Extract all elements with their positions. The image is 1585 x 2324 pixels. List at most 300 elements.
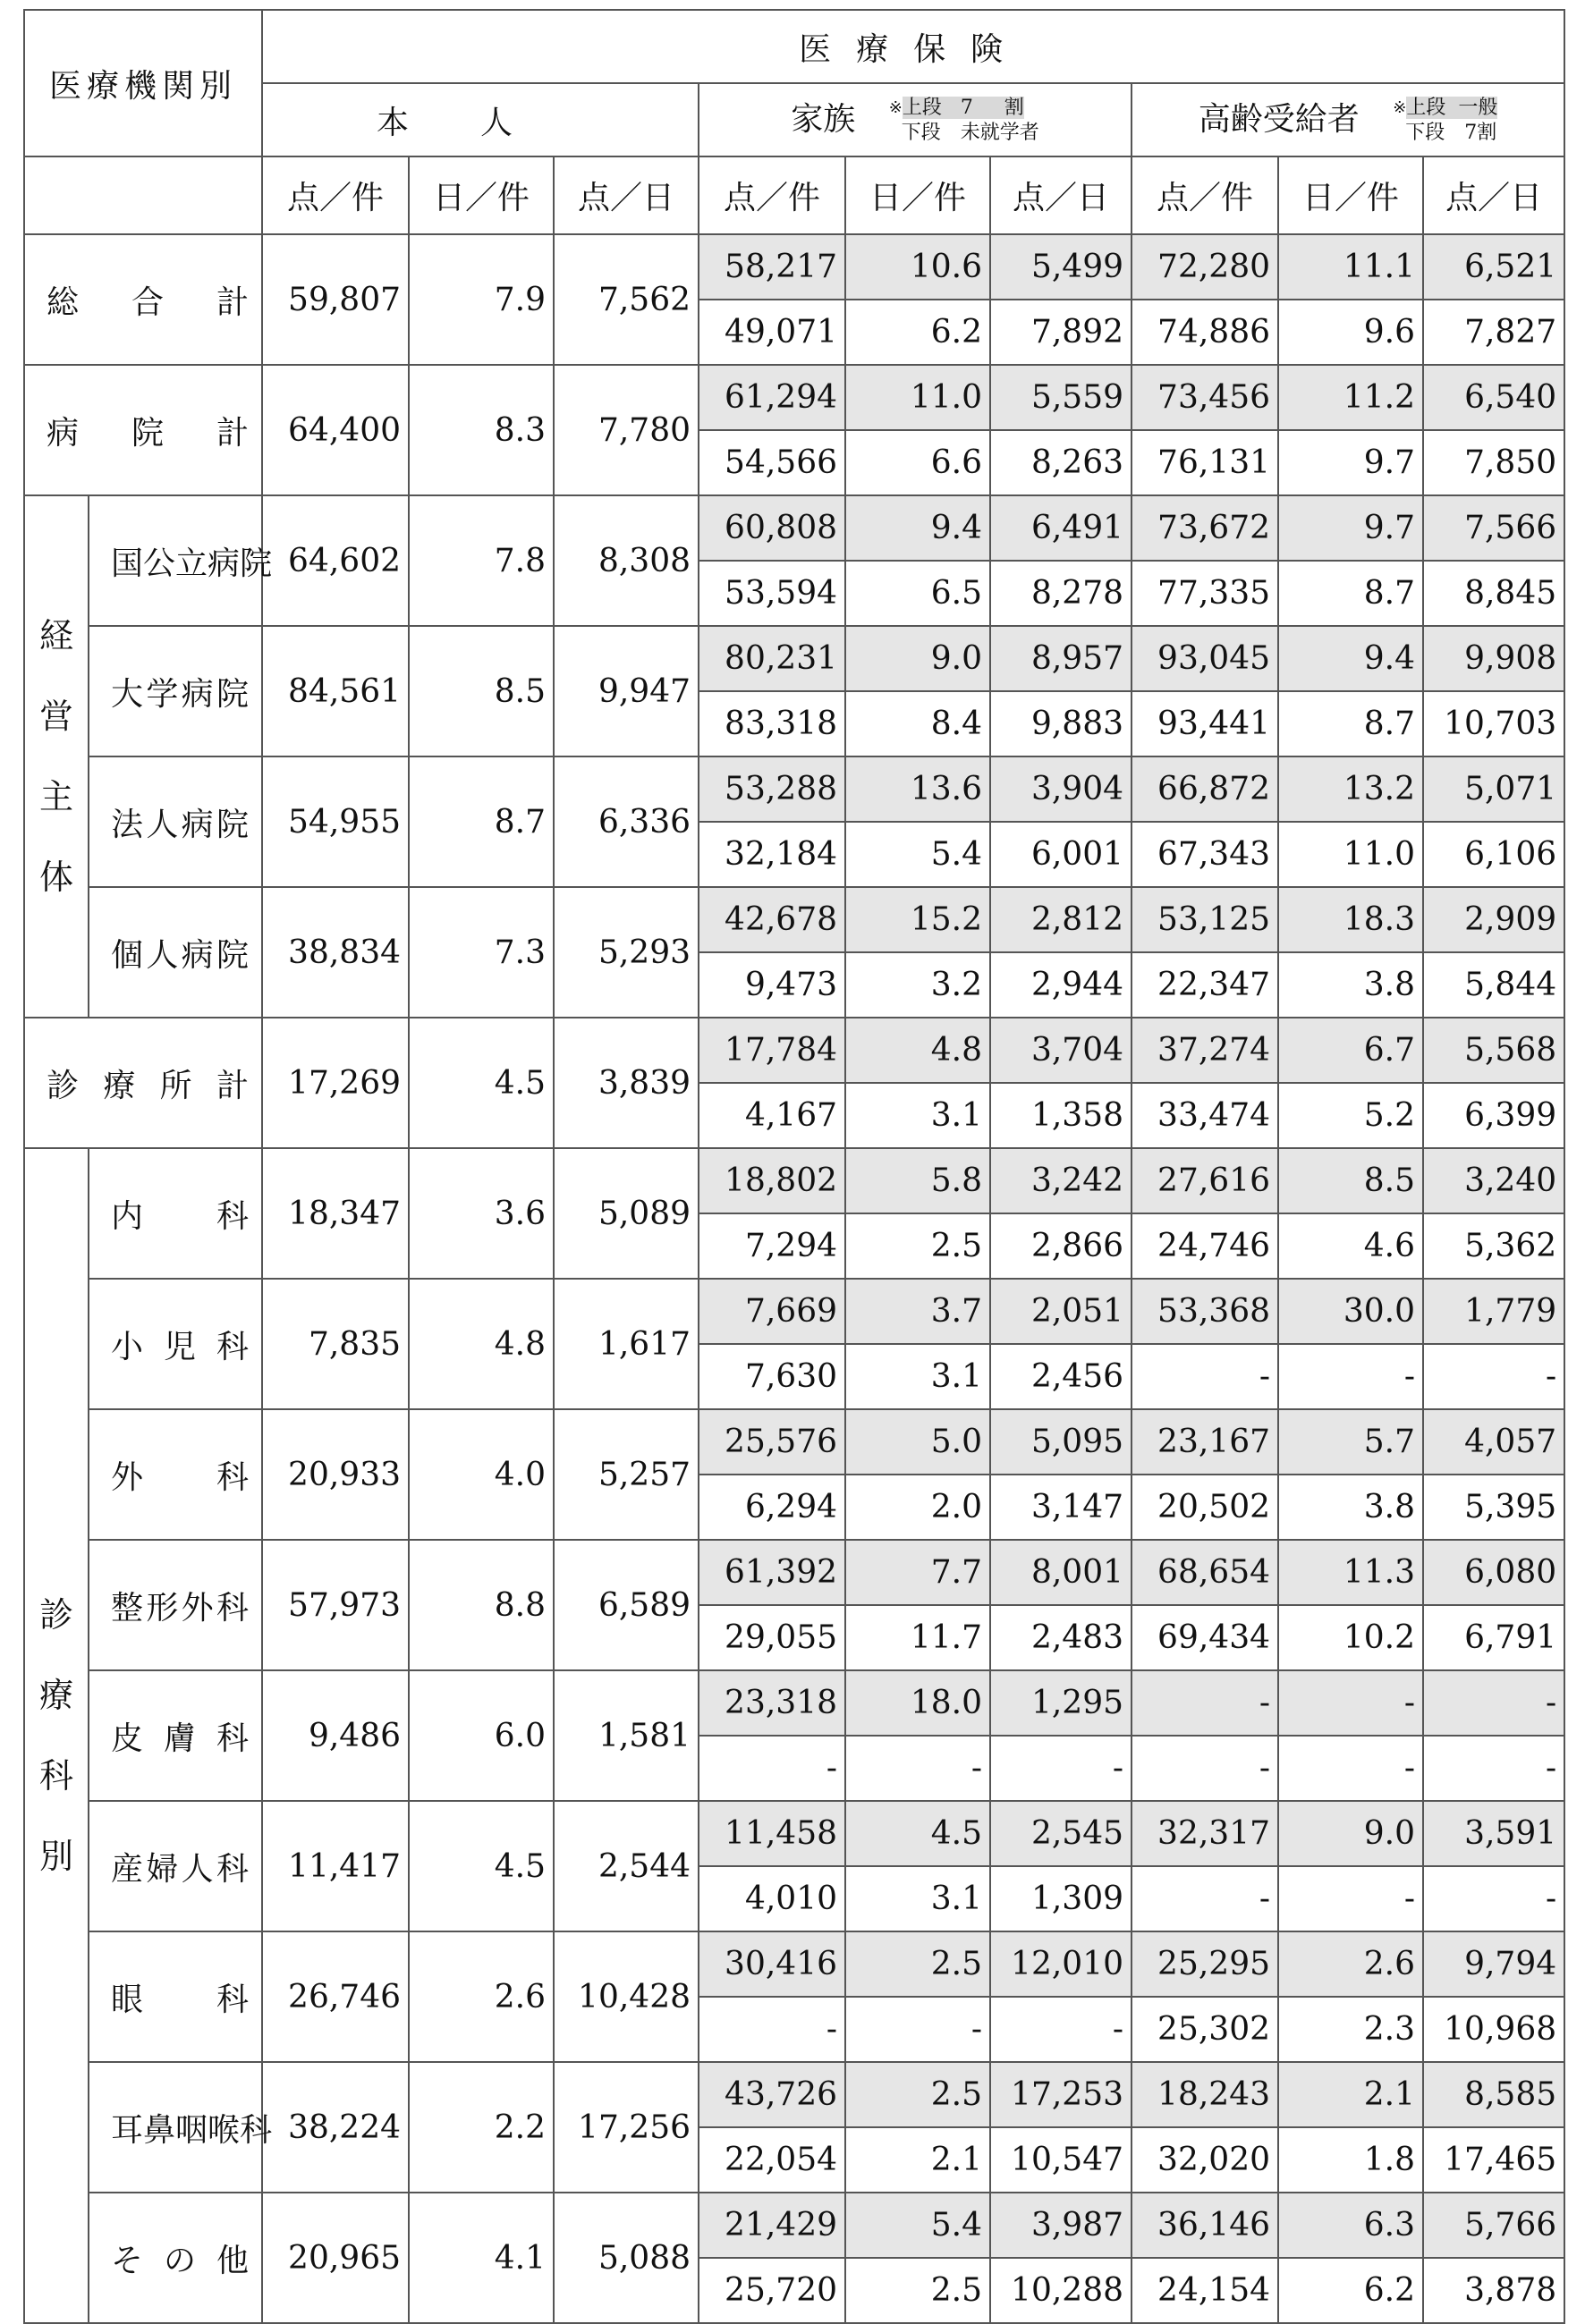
lower-cell: 7,827 [1423,300,1564,365]
metric-header: 点／件 [699,156,845,234]
upper-cell: 11.0 [845,365,990,430]
honnin-cell: 17,269 [262,1018,409,1148]
row-label [89,1801,262,1931]
row-label [89,1540,262,1670]
upper-cell: 3.7 [845,1279,990,1344]
lower-cell: 3.1 [845,1344,990,1409]
koreisha-header: 高齢受給者 ※上段 一般 下段 7割 [1132,83,1564,156]
lower-cell: 6,791 [1423,1605,1564,1670]
upper-cell: - [1423,1670,1564,1736]
row-label-text: 総 合 計 [47,283,250,321]
honnin-cell: 8.3 [409,365,554,495]
medical-cost-table [23,9,1565,2324]
honnin-cell: 8.7 [409,756,554,887]
honnin-cell: 8.5 [409,626,554,756]
upper-cell: 36,146 [1132,2193,1278,2258]
table-row [24,626,1564,691]
lower-cell: 11.0 [1278,822,1423,887]
metric-header: 点／日 [1423,156,1564,234]
upper-cell: 3,242 [990,1148,1132,1213]
lower-cell: 8,263 [990,430,1132,495]
row-label-text: 内 科 [111,1197,250,1235]
lower-cell: 3.8 [1278,1475,1423,1540]
table-body [24,234,1564,2323]
lower-cell: 4.6 [1278,1213,1423,1279]
honnin-cell: 5,257 [554,1409,699,1540]
table-row [24,1279,1564,1344]
table-row [24,1409,1564,1475]
upper-cell: 30.0 [1278,1279,1423,1344]
lower-cell: 25,720 [699,2258,845,2323]
upper-cell: 9,908 [1423,626,1564,691]
lower-cell: 25,302 [1132,1997,1278,2062]
honnin-cell: 2.6 [409,1931,554,2062]
upper-cell: 5,071 [1423,756,1564,822]
honnin-cell: 64,400 [262,365,409,495]
upper-cell: 5,499 [990,234,1132,300]
lower-cell: 8.4 [845,691,990,756]
lower-cell: 2,483 [990,1605,1132,1670]
lower-cell: 2,456 [990,1344,1132,1409]
upper-cell: 5.4 [845,2193,990,2258]
honnin-cell: 6.0 [409,1670,554,1801]
row-label [89,1279,262,1409]
upper-cell: 2.1 [1278,2062,1423,2127]
upper-cell: 18,802 [699,1148,845,1213]
row-label-text: 小 児 科 [111,1328,250,1365]
lower-cell: - [845,1736,990,1801]
lower-cell: 10,968 [1423,1997,1564,2062]
lower-cell: 54,566 [699,430,845,495]
lower-cell: 32,020 [1132,2127,1278,2193]
row-label [24,234,262,365]
row-label [89,887,262,1018]
shinryo-group-label: 診 療 科 別 [24,1148,89,2323]
lower-cell: - [1132,1866,1278,1931]
metric-header: 日／件 [409,156,554,234]
lower-cell: 7,892 [990,300,1132,365]
table-row [24,365,1564,430]
lower-cell: - [1278,1736,1423,1801]
honnin-cell: 7.3 [409,887,554,1018]
kazoku-note: ※上段 7 割 下段 未就学者 [888,97,1039,144]
upper-cell: 7.7 [845,1540,990,1605]
honnin-cell: 5,293 [554,887,699,1018]
upper-cell: 6,080 [1423,1540,1564,1605]
row-label [89,1148,262,1279]
upper-cell: 43,726 [699,2062,845,2127]
table-row [24,1018,1564,1083]
row-label [89,495,273,626]
honnin-cell: 17,256 [554,2062,699,2193]
row-label [89,1931,262,2062]
lower-cell: - [1278,1344,1423,1409]
upper-cell: 27,616 [1132,1148,1278,1213]
upper-cell: 5.0 [845,1409,990,1475]
lower-cell: 49,071 [699,300,845,365]
honnin-cell: 2,544 [554,1801,699,1931]
upper-cell: 4.5 [845,1801,990,1866]
lower-cell: 3.2 [845,952,990,1018]
upper-cell: 2,545 [990,1801,1132,1866]
upper-cell: 5.8 [845,1148,990,1213]
upper-cell: 25,576 [699,1409,845,1475]
honnin-cell: 4.1 [409,2193,554,2323]
lower-cell: 6,399 [1423,1083,1564,1148]
upper-cell: 9,794 [1423,1931,1564,1997]
upper-cell: 2,909 [1423,887,1564,952]
row-label-text: 国 公 立 病 院 [111,545,273,582]
metric-header: 点／日 [554,156,699,234]
lower-cell: 7,294 [699,1213,845,1279]
lower-cell: 8,278 [990,561,1132,626]
table-row [24,2062,1564,2127]
upper-cell: 12,010 [990,1931,1132,1997]
upper-cell: 61,294 [699,365,845,430]
upper-cell: 60,808 [699,495,845,561]
honnin-cell: 38,224 [262,2062,409,2193]
upper-cell: 13.2 [1278,756,1423,822]
lower-cell: 5.2 [1278,1083,1423,1148]
honnin-cell: 4.5 [409,1018,554,1148]
kazoku-header: 家族 ※上段 7 割 下段 未就学者 [699,83,1132,156]
row-label-text: 耳 鼻 咽 喉 科 [111,2111,273,2149]
upper-cell: 73,456 [1132,365,1278,430]
honnin-cell: 2.2 [409,2062,554,2193]
honnin-cell: 3,839 [554,1018,699,1148]
lower-cell: 3,878 [1423,2258,1564,2323]
lower-cell: - [1423,1866,1564,1931]
upper-cell: 6,521 [1423,234,1564,300]
upper-cell: 2.5 [845,1931,990,1997]
lower-cell: 93,441 [1132,691,1278,756]
row-label-text: そ の 他 [111,2242,250,2279]
upper-cell: 9.4 [1278,626,1423,691]
row-label-text: 産 婦 人 科 [111,1850,249,1888]
upper-cell: 53,288 [699,756,845,822]
upper-cell: 58,217 [699,234,845,300]
honnin-cell: 84,561 [262,626,409,756]
lower-cell: 69,434 [1132,1605,1278,1670]
lower-cell: 5,844 [1423,952,1564,1018]
lower-cell: - [845,1997,990,2062]
upper-cell: 15.2 [845,887,990,952]
upper-cell: 2,812 [990,887,1132,952]
lower-cell: 32,184 [699,822,845,887]
lower-cell: 2.0 [845,1475,990,1540]
lower-cell: 6.6 [845,430,990,495]
upper-cell: 2.6 [1278,1931,1423,1997]
upper-cell: 2.5 [845,2062,990,2127]
honnin-cell: 54,955 [262,756,409,887]
row-label [89,756,262,887]
table-row [24,1540,1564,1605]
upper-cell: 9.0 [1278,1801,1423,1866]
upper-cell: 2,051 [990,1279,1132,1344]
honnin-cell: 7,835 [262,1279,409,1409]
lower-cell: 29,055 [699,1605,845,1670]
honnin-cell: 1,581 [554,1670,699,1801]
upper-cell: 3,904 [990,756,1132,822]
lower-cell: 9,473 [699,952,845,1018]
honnin-cell: 38,834 [262,887,409,1018]
lower-cell: 3,147 [990,1475,1132,1540]
upper-cell: 7,669 [699,1279,845,1344]
upper-cell: 5,766 [1423,2193,1564,2258]
row-label [89,1409,262,1540]
metric-header: 日／件 [845,156,990,234]
upper-cell: 18.3 [1278,887,1423,952]
lower-cell: 5,362 [1423,1213,1564,1279]
table-row [24,887,1564,952]
keiei-group-label: 経 営 主 体 [24,495,89,1018]
honnin-cell: 1,617 [554,1279,699,1409]
insurance-header: 医療保険 [262,10,1564,83]
table-row [24,1148,1564,1213]
upper-cell: 61,392 [699,1540,845,1605]
upper-cell: 3,704 [990,1018,1132,1083]
upper-cell: 4,057 [1423,1409,1564,1475]
row-label-header: 医療機関別 [24,10,262,156]
upper-cell: 8,585 [1423,2062,1564,2127]
honnin-cell: 64,602 [262,495,409,626]
honnin-cell: 59,807 [262,234,409,365]
table-row [24,495,1564,561]
honnin-cell: 4.5 [409,1801,554,1931]
table-row [24,234,1564,300]
lower-cell: 3.1 [845,1866,990,1931]
honnin-cell: 9,947 [554,626,699,756]
row-label [89,1670,262,1801]
upper-cell: 21,429 [699,2193,845,2258]
lower-cell: 24,746 [1132,1213,1278,1279]
upper-cell: - [1278,1670,1423,1736]
upper-cell: - [1132,1670,1278,1736]
lower-cell: 2.5 [845,1213,990,1279]
table-row [24,1931,1564,1997]
row-label-text: 整 形 外 科 [111,1589,249,1627]
lower-cell: 76,131 [1132,430,1278,495]
lower-cell: - [699,1997,845,2062]
upper-cell: 73,672 [1132,495,1278,561]
lower-cell: 4,010 [699,1866,845,1931]
lower-cell: 77,335 [1132,561,1278,626]
upper-cell: 9.0 [845,626,990,691]
lower-cell: 2.5 [845,2258,990,2323]
lower-cell: 53,594 [699,561,845,626]
lower-cell: 2.1 [845,2127,990,2193]
row-label-text: 大 学 病 院 [111,675,249,713]
upper-cell: 3,987 [990,2193,1132,2258]
honnin-cell: 8.8 [409,1540,554,1670]
upper-cell: 5,095 [990,1409,1132,1475]
upper-cell: 8.5 [1278,1148,1423,1213]
row-label [89,2193,262,2323]
lower-cell: 6,001 [990,822,1132,887]
lower-cell: - [1132,1344,1278,1409]
upper-cell: 6,540 [1423,365,1564,430]
lower-cell: 11.7 [845,1605,990,1670]
honnin-cell: 18,347 [262,1148,409,1279]
upper-cell: 11,458 [699,1801,845,1866]
lower-cell: - [990,1997,1132,2062]
metric-header: 点／件 [262,156,409,234]
upper-cell: 25,295 [1132,1931,1278,1997]
metric-header: 日／件 [1278,156,1423,234]
upper-cell: 30,416 [699,1931,845,1997]
row-label [89,626,262,756]
honnin-cell: 4.8 [409,1279,554,1409]
honnin-cell: 7.8 [409,495,554,626]
lower-cell: 33,474 [1132,1083,1278,1148]
upper-cell: 3,591 [1423,1801,1564,1866]
upper-cell: 23,318 [699,1670,845,1736]
lower-cell: 10,703 [1423,691,1564,756]
upper-cell: 93,045 [1132,626,1278,691]
upper-cell: 11.2 [1278,365,1423,430]
lower-cell: 8,845 [1423,561,1564,626]
lower-cell: 3.8 [1278,952,1423,1018]
lower-cell: 9,883 [990,691,1132,756]
honnin-cell: 9,486 [262,1670,409,1801]
honnin-cell: 4.0 [409,1409,554,1540]
lower-cell: 3.1 [845,1083,990,1148]
upper-cell: 7,566 [1423,495,1564,561]
upper-cell: 8,001 [990,1540,1132,1605]
honnin-cell: 3.6 [409,1148,554,1279]
metric-header: 点／件 [1132,156,1278,234]
upper-cell: 37,274 [1132,1018,1278,1083]
row-label [24,1018,262,1148]
upper-cell: 42,678 [699,887,845,952]
honnin-cell: 8,308 [554,495,699,626]
upper-cell: 80,231 [699,626,845,691]
upper-cell: 10.6 [845,234,990,300]
koreisha-note: ※上段 一般 下段 7割 [1393,97,1498,144]
lower-cell: 74,886 [1132,300,1278,365]
upper-cell: 66,872 [1132,756,1278,822]
upper-cell: 18,243 [1132,2062,1278,2127]
honnin-cell: 20,965 [262,2193,409,2323]
lower-cell: 8.7 [1278,691,1423,756]
lower-cell: 6.2 [845,300,990,365]
lower-cell: 1,358 [990,1083,1132,1148]
upper-cell: 3,240 [1423,1148,1564,1213]
upper-cell: 5,568 [1423,1018,1564,1083]
upper-cell: 9.7 [1278,495,1423,561]
lower-cell: 9.6 [1278,300,1423,365]
lower-cell: 6,294 [699,1475,845,1540]
lower-cell: - [1132,1736,1278,1801]
honnin-header: 本人 [262,83,699,156]
lower-cell: 20,502 [1132,1475,1278,1540]
table-row [24,1801,1564,1866]
upper-cell: 1,779 [1423,1279,1564,1344]
honnin-cell: 7,562 [554,234,699,365]
table-row [24,2193,1564,2258]
upper-cell: 6,491 [990,495,1132,561]
lower-cell: 67,343 [1132,822,1278,887]
lower-cell: 1.8 [1278,2127,1423,2193]
honnin-cell: 57,973 [262,1540,409,1670]
lower-cell: 2,944 [990,952,1132,1018]
upper-cell: 5.7 [1278,1409,1423,1475]
lower-cell: 1,309 [990,1866,1132,1931]
upper-cell: 11.1 [1278,234,1423,300]
honnin-cell: 6,336 [554,756,699,887]
upper-cell: 4.8 [845,1018,990,1083]
lower-cell: 2,866 [990,1213,1132,1279]
upper-cell: 32,317 [1132,1801,1278,1866]
row-label [24,365,262,495]
row-label-text: 皮 膚 科 [111,1720,250,1757]
honnin-cell: 20,933 [262,1409,409,1540]
row-label-text: 外 科 [111,1458,250,1496]
lower-cell: 7,630 [699,1344,845,1409]
honnin-cell: 7,780 [554,365,699,495]
lower-cell: 6.5 [845,561,990,626]
row-label [89,2062,273,2193]
honnin-cell: 26,746 [262,1931,409,2062]
lower-cell: 10,547 [990,2127,1132,2193]
honnin-cell: 5,089 [554,1148,699,1279]
lower-cell: 5.4 [845,822,990,887]
upper-cell: 11.3 [1278,1540,1423,1605]
upper-cell: 23,167 [1132,1409,1278,1475]
upper-cell: 17,784 [699,1018,845,1083]
row-label-text: 診 療 所 計 [47,1067,249,1104]
upper-cell: 6.7 [1278,1018,1423,1083]
metric-header: 点／日 [990,156,1132,234]
lower-cell: - [1423,1736,1564,1801]
upper-cell: 13.6 [845,756,990,822]
honnin-cell: 10,428 [554,1931,699,2062]
lower-cell: 6,106 [1423,822,1564,887]
lower-cell: 8.7 [1278,561,1423,626]
lower-cell: - [1278,1866,1423,1931]
upper-cell: 17,253 [990,2062,1132,2127]
honnin-cell: 5,088 [554,2193,699,2323]
lower-cell: 17,465 [1423,2127,1564,2193]
lower-cell: 6.2 [1278,2258,1423,2323]
upper-cell: 5,559 [990,365,1132,430]
lower-cell: 83,318 [699,691,845,756]
lower-cell: 7,850 [1423,430,1564,495]
lower-cell: 5,395 [1423,1475,1564,1540]
lower-cell: - [1423,1344,1564,1409]
blank-header-cell [24,156,262,234]
upper-cell: 18.0 [845,1670,990,1736]
row-label-text: 眼 科 [111,1981,250,2018]
lower-cell: 4,167 [699,1083,845,1148]
honnin-cell: 7.9 [409,234,554,365]
lower-cell: 10.2 [1278,1605,1423,1670]
honnin-cell: 11,417 [262,1801,409,1931]
upper-cell: 53,368 [1132,1279,1278,1344]
lower-cell: 24,154 [1132,2258,1278,2323]
lower-cell: 9.7 [1278,430,1423,495]
table-row [24,756,1564,822]
row-label-text: 法 人 病 院 [111,806,249,843]
lower-cell: - [990,1736,1132,1801]
upper-cell: 6.3 [1278,2193,1423,2258]
upper-cell: 1,295 [990,1670,1132,1736]
table-row [24,1670,1564,1736]
upper-cell: 9.4 [845,495,990,561]
lower-cell: 10,288 [990,2258,1132,2323]
lower-cell: - [699,1736,845,1801]
lower-cell: 22,347 [1132,952,1278,1018]
